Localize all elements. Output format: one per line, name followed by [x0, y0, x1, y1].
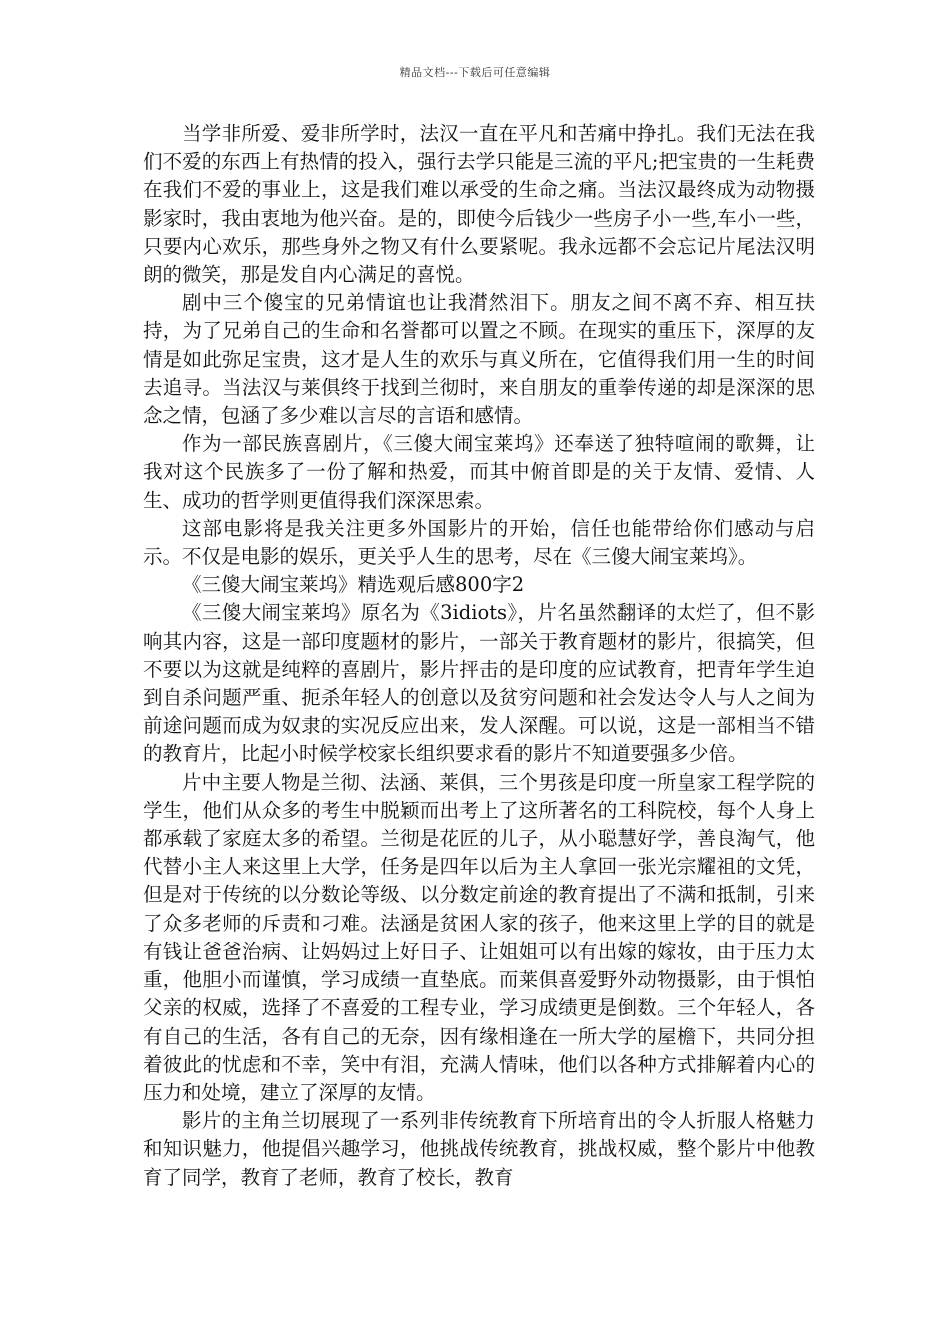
paragraph-4: 这部电影将是我关注更多外国影片的开始，信任也能带给你们感动与启示。不仅是电影的娱乐，更关乎人生的思考，尽在《三傻大闹宝莱坞》。	[143, 516, 815, 569]
paragraph-7: 影片的主角兰切展现了一系列非传统教育下所培育出的令人折服人格魅力和知识魅力，他提倡兴趣学习，他挑战传统教育，挑战权威，整个影片中他教育了同学，教育了老师，教育了校长，教育	[143, 1109, 815, 1189]
paragraph-3: 作为一部民族喜剧片，《三傻大闹宝莱坞》还奉送了独特喧闹的歌舞，让我对这个民族多了一份了解和热爱，而其中俯首即是的关于友情、爱情、人生、成功的哲学则更值得我们深深思索。	[143, 432, 815, 512]
paragraph-2: 剧中三个傻宝的兄弟情谊也让我潸然泪下。朋友之间不离不弃、相互扶持，为了兄弟自己的生命和名誉都可以置之不顾。在现实的重压下，深厚的友情是如此弥足宝贵，这才是人生的欢乐与真义所在，它值得我们用一生的时间去追寻。当法汉与莱俱终于找到兰彻时，来自朋友的重拳传递的却是深深的思念之情，包涵了多少难以言尽的言语和感情。	[143, 291, 815, 428]
section-heading: 《三傻大闹宝莱坞》精选观后感800字2	[182, 573, 525, 597]
paragraph-5: 《三傻大闹宝莱坞》原名为《3idiots》，片名虽然翻译的太烂了，但不影响其内容，这是一部印度题材的影片，一部关于教育题材的影片，很搞笑，但不要以为这就是纯粹的喜剧片，影片抨击的是印度的应试教育，把青年学生迫到自杀问题严重、扼杀年轻人的创意以及贫穷问题和社会发达令人与人之间为前途问题而成为奴隶的实况反应出来，发人深醒。可以说，这是一部相当不错的教育片，比起小时候学校家长组织要求看的影片不知道要强多少倍。	[143, 601, 815, 766]
page-header: 精品文档---下载后可任意编辑	[399, 66, 551, 79]
paragraph-6: 片中主要人物是兰彻、法涵、莱俱，三个男孩是印度一所皇家工程学院的学生，他们从众多的考生中脱颖而出考上了这所著名的工科院校，每个人身上都承载了家庭太多的希望。兰彻是花匠的儿子，从小聪慧好学，善良淘气，他代替小主人来这里上大学，任务是四年以后为主人拿回一张光宗耀祖的文凭，但是对于传统的以分数论等级、以分数定前途的教育提出了不满和抵制，引来了众多老师的斥责和刁难。法涵是贫困人家的孩子，他来这里上学的目的就是有钱让爸爸治病、让妈妈过上好日子、让姐姐可以有出嫁的嫁妆，由于压力太重，他胆小而谨慎，学习成绩一直垫底。而莱俱喜爱野外动物摄影，由于惧怕父亲的权威，选择了不喜爱的工程专业，学习成绩更是倒数。三个年轻人，各有自己的生活，各有自己的无奈，因有缘相逢在一所大学的屋檐下，共同分担着彼此的忧虑和不幸，笑中有泪，充满人情味，他们以各种方式排解着内心的压力和处境，建立了深厚的友情。	[143, 770, 815, 1104]
document-body	[143, 120, 815, 1192]
paragraph-1: 当学非所爱、爱非所学时，法汉一直在平凡和苦痛中挣扎。我们无法在我们不爱的东西上有热情的投入，强行去学只能是三流的平凡;把宝贵的一生耗费在我们不爱的事业上，这是我们难以承受的生命之痛。当法汉最终成为动物摄影家时，我由衷地为他兴奋。是的，即使今后钱少一些房子小一些,车小一些，只要内心欢乐，那些身外之物又有什么要紧呢。我永远都不会忘记片尾法汉明朗的微笑，那是发自内心满足的喜悦。	[143, 122, 815, 287]
